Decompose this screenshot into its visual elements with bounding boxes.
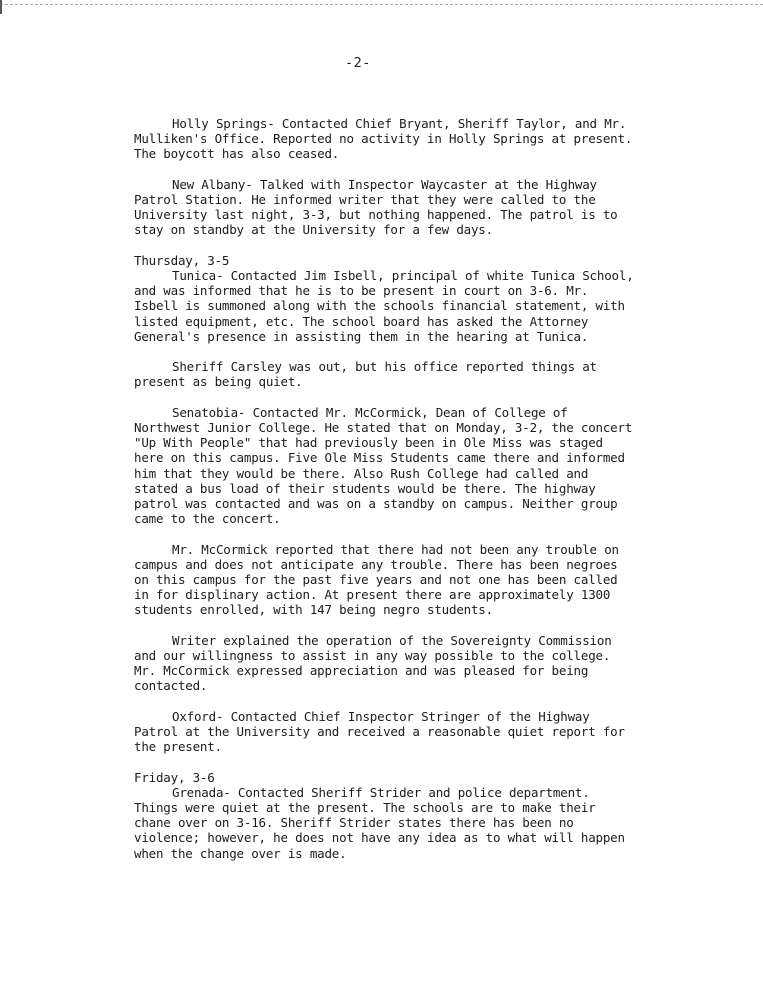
paragraph-grenada: Grenada- Contacted Sheriff Strider and police department. Things were quiet at the present. The schools are to make their chane over on 3-16. Sheriff Strider states there has been no violence; however, he does not have any idea as to what will happen when the change over is made. <box>134 784 633 861</box>
day-heading-friday: Friday, 3-6 <box>134 769 215 785</box>
paragraph-sovereignty-commission: Writer explained the operation of the Sovereignty Commission and our willingness to assist in any way possible to the college. Mr. McCormick expressed appreciation and was pleased for being contacted. <box>134 632 619 694</box>
paragraph-new-albany: New Albany- Talked with Inspector Waycaster at the Highway Patrol Station. He informed writer that they were called to the University last night, 3-3, but nothing happened. The patrol is to stay on standby at the University for a few days. <box>134 176 625 238</box>
page-number: -2- <box>345 55 371 71</box>
paragraph-sheriff-carsley: Sheriff Carsley was out, but his office reported things at present as being quiet. <box>134 359 605 390</box>
day-heading-thursday: Thursday, 3-5 <box>134 252 230 268</box>
paragraph-oxford: Oxford- Contacted Chief Inspector Stringer of the Highway Patrol at the University and received a reasonable quiet report for the present. <box>134 708 633 755</box>
scan-margin-mark <box>0 0 2 14</box>
page-top-edge <box>0 4 763 5</box>
paragraph-senatobia: Senatobia- Contacted Mr. McCormick, Dean of College of Northwest Junior College. He stated that on Monday, 3-2, the concert "Up With People" that had previously been in Ole Miss was staged here on this campus. Five Ole Miss Students came there and informed him that they would be there. Also Rush College had called and stated a bus load of their students would be there. The highway patrol was contacted and was on a standby on campus. Neither group came to the concert. <box>134 404 640 527</box>
paragraph-mccormick-report: Mr. McCormick reported that there had not been any trouble on campus and does not anticipate any trouble. There has been negroes on this campus for the past five years and not one has been called in for displinary action. At present there are approximately 1300 students enrolled, with 147 being negro students. <box>134 541 627 618</box>
document-body <box>134 116 641 876</box>
paragraph-tunica: Tunica- Contacted Jim Isbell, principal of white Tunica School, and was informed that he is to be present in court on 3-6. Mr. Isbell is summoned along with the schools financial statement, with listed equipment, etc. The school board has asked the Attorney General's presence in assisting them in the hearing at Tunica. <box>134 268 641 344</box>
paragraph-holly-springs: Holly Springs- Contacted Chief Bryant, Sheriff Taylor, and Mr. Mulliken's Office. Reported no activity in Holly Springs at present. The boycott has also ceased. <box>134 116 640 162</box>
